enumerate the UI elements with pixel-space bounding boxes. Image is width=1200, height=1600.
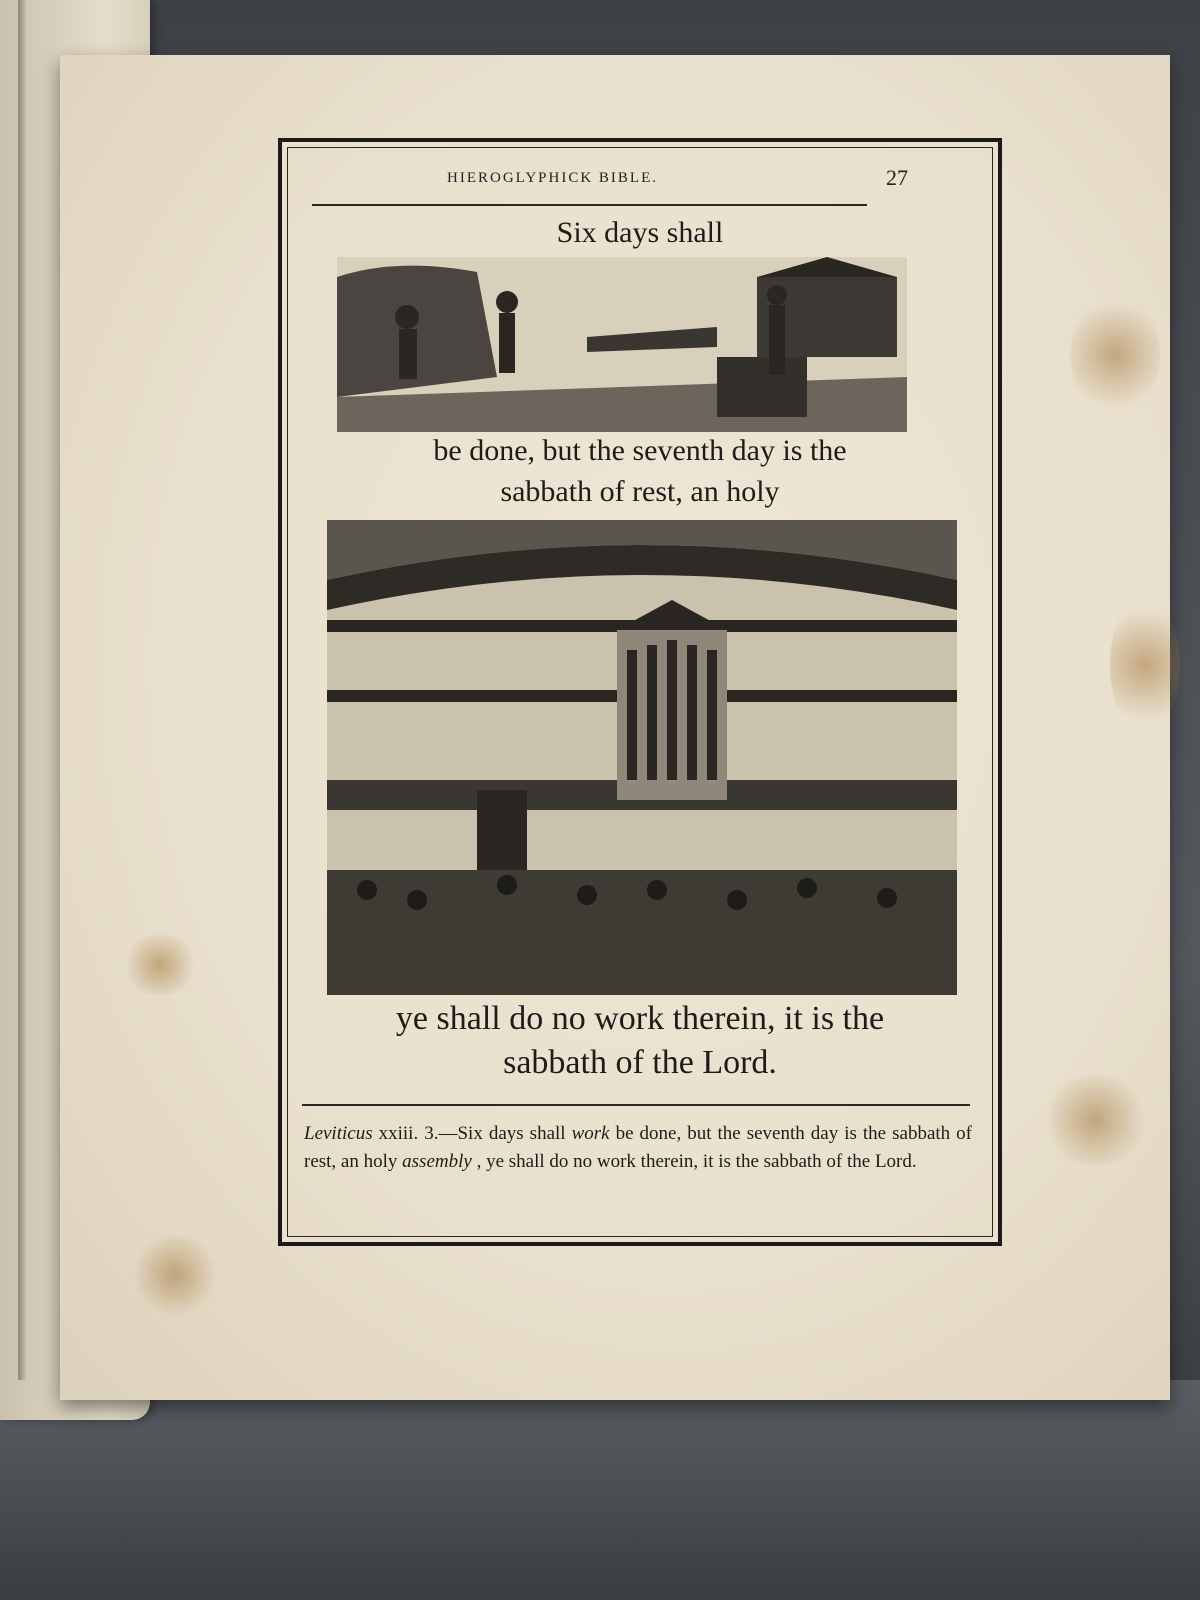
foxing-stain <box>1070 295 1160 415</box>
foxing-stain <box>1040 1075 1150 1165</box>
page-number: 27 <box>886 165 908 190</box>
verse-line-1: Six days shall <box>556 216 724 249</box>
labor-scene-icon <box>337 257 907 432</box>
running-title: HIEROGLYPHICK BIBLE. <box>447 170 658 186</box>
printed-plate <box>278 138 1002 1246</box>
scripture-reference <box>304 1120 972 1176</box>
foxing-stain <box>1110 595 1180 735</box>
reference-italic-2: assembly <box>402 1151 472 1172</box>
foxing-stain <box>130 1235 220 1315</box>
reference-chapter: xxiii. 3. <box>378 1123 439 1144</box>
reference-text-1: —Six days shall <box>438 1123 572 1144</box>
verse-line-5: sabbath of the Lord. <box>503 1044 777 1081</box>
reference-text-3: , ye shall do no work therein, it is the sabbath of the Lord. <box>471 1151 917 1172</box>
header-rule <box>312 204 867 206</box>
verse-line-3: sabbath of rest, an holy <box>500 475 780 508</box>
woodcut-church-illustration <box>327 520 957 995</box>
page-stack-edge <box>18 0 26 1380</box>
church-interior-icon <box>327 520 957 995</box>
page-header <box>282 167 998 197</box>
woodcut-work-illustration <box>337 257 907 432</box>
foxing-stain <box>120 935 200 995</box>
verse-line-4: ye shall do no work therein, it is the <box>395 1000 885 1037</box>
reference-book: Leviticus <box>304 1123 373 1144</box>
footer-rule <box>302 1104 970 1106</box>
reference-text-2: be done, but the seventh day is the sabbath of rest, an holy <box>304 1123 973 1172</box>
table-surface <box>0 1380 1200 1600</box>
reference-italic-1: work <box>571 1123 610 1144</box>
verse-line-2: be done, but the seventh day is the <box>433 434 847 467</box>
